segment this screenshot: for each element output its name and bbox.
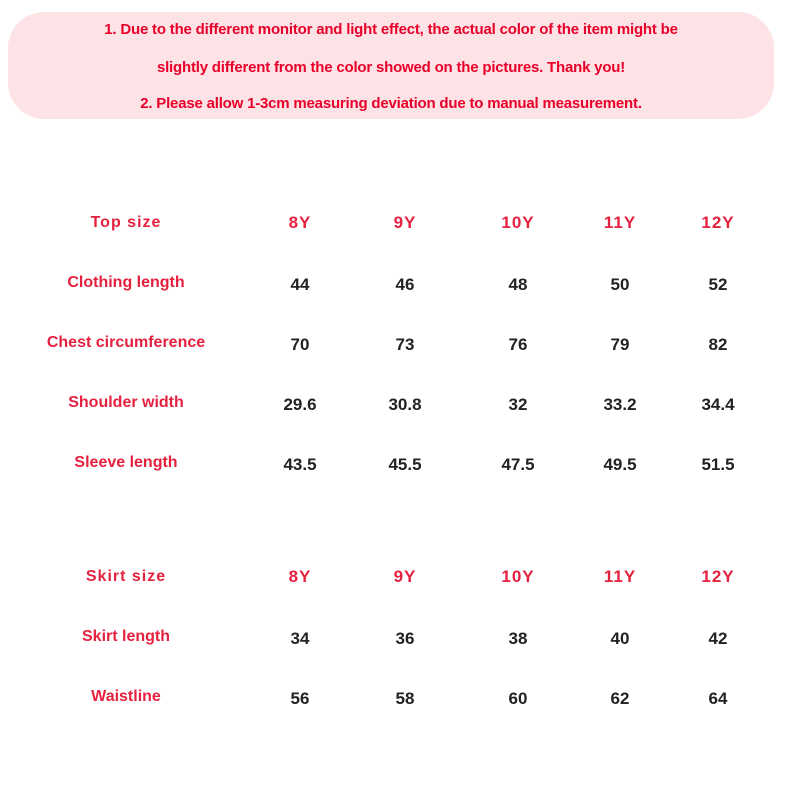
size-header: 11Y — [603, 213, 637, 232]
table-cell: 70 — [290, 335, 310, 354]
table-cell: 52 — [708, 275, 728, 294]
table-cell: 44 — [290, 275, 310, 294]
table-cell: 38 — [508, 629, 528, 648]
table-cell: 34.4 — [701, 395, 735, 414]
table-cell: 56 — [290, 689, 310, 708]
table-cell: 82 — [708, 335, 728, 354]
table-row — [0, 682, 790, 742]
size-header: 12Y — [701, 567, 735, 586]
size-header: 9Y — [393, 213, 417, 232]
table-cell: 45.5 — [388, 455, 422, 474]
table-header-row — [0, 208, 790, 268]
table-cell: 47.5 — [501, 455, 535, 474]
size-header: 10Y — [501, 213, 535, 232]
table-cell: 49.5 — [603, 455, 637, 474]
table-cell: 64 — [708, 689, 728, 708]
table-cell: 32 — [508, 395, 528, 414]
notice-line-3: 2. Please allow 1-3cm measuring deviation due to manual measurement. — [140, 95, 642, 112]
table-row — [0, 268, 790, 328]
size-header: 9Y — [393, 567, 417, 586]
table-cell: 48 — [508, 275, 528, 294]
table-cell: 60 — [508, 689, 528, 708]
table-cell: 43.5 — [283, 455, 317, 474]
table-cell: 46 — [395, 275, 415, 294]
table-cell: 42 — [708, 629, 728, 648]
notice-line-2: slightly different from the color showed on the pictures. Thank you! — [156, 59, 626, 76]
size-header: 11Y — [603, 567, 637, 586]
table-cell: 34 — [290, 629, 310, 648]
row-label: Skirt length — [81, 628, 171, 645]
row-label: Shoulder width — [68, 394, 184, 411]
skirt-size-header: Skirt size — [85, 568, 167, 585]
notice-line-1: 1. Due to the different monitor and light effect, the actual color of the item might be — [104, 21, 678, 38]
table-cell: 73 — [395, 335, 415, 354]
size-header: 10Y — [501, 567, 535, 586]
table-cell: 62 — [610, 689, 630, 708]
size-header: 8Y — [288, 213, 312, 232]
table-cell: 50 — [610, 275, 630, 294]
size-header: 12Y — [701, 213, 735, 232]
table-row — [0, 448, 790, 508]
row-label: Clothing length — [67, 274, 185, 291]
table-cell: 51.5 — [701, 455, 735, 474]
table-header-row — [0, 562, 790, 622]
skirt-size-table — [0, 562, 790, 742]
top-size-table — [0, 208, 790, 508]
table-cell: 36 — [395, 629, 415, 648]
table-cell: 29.6 — [283, 395, 317, 414]
table-row — [0, 328, 790, 388]
table-cell: 76 — [508, 335, 528, 354]
table-cell: 58 — [395, 689, 415, 708]
table-cell: 33.2 — [603, 395, 637, 414]
table-cell: 40 — [610, 629, 630, 648]
row-label: Waistline — [91, 688, 161, 705]
top-size-header: Top size — [90, 214, 162, 231]
size-header: 8Y — [288, 567, 312, 586]
row-label: Chest circumference — [46, 334, 206, 351]
table-row — [0, 388, 790, 448]
notice-banner — [8, 12, 774, 119]
table-cell: 30.8 — [388, 395, 422, 414]
row-label: Sleeve length — [74, 454, 178, 471]
table-row — [0, 622, 790, 682]
table-cell: 79 — [610, 335, 630, 354]
